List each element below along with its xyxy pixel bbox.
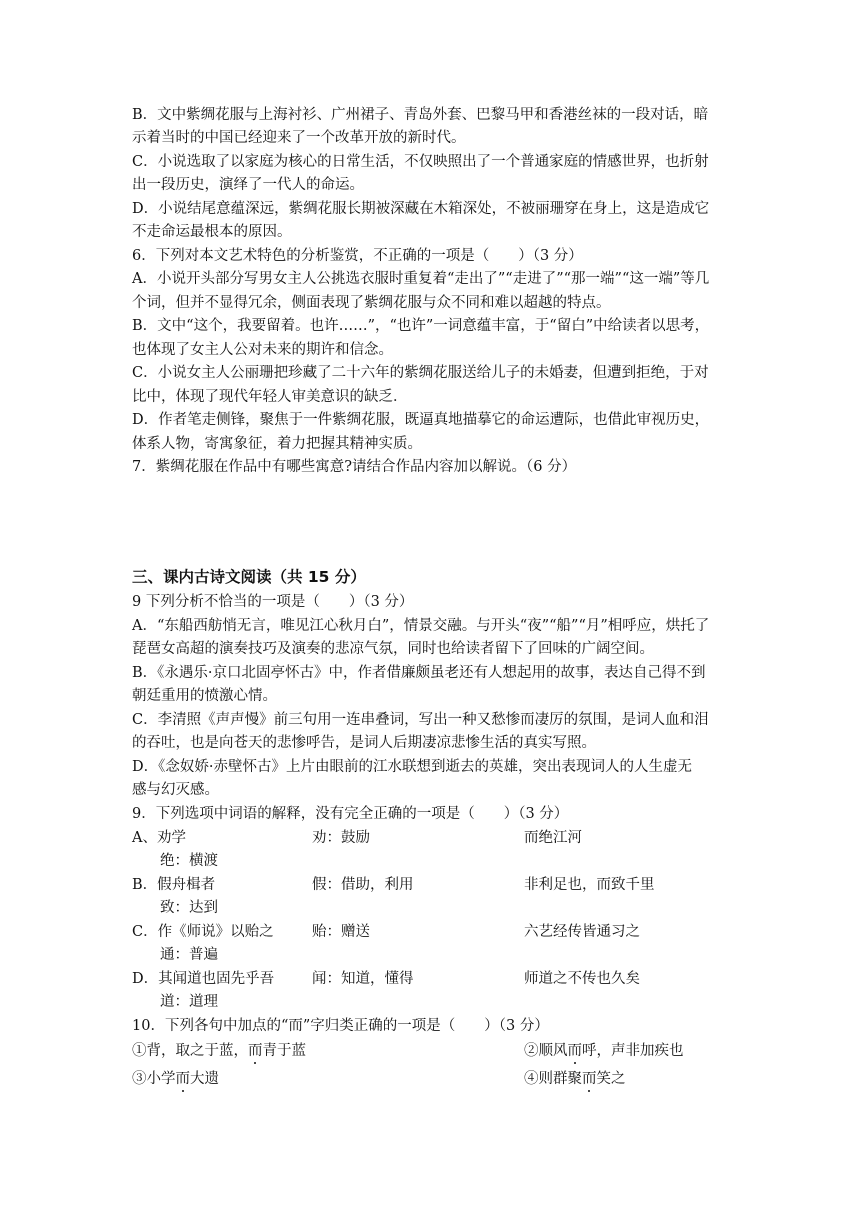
q10-item-1-pre: ①背，取之于蓝， [132, 1043, 248, 1059]
q6-option-d-line1: D．作者笔走侧锋，聚焦于一件紫绸花服，既逼真地描摹它的命运遭际，也借此审视历史， [132, 412, 710, 428]
q9b-row-b-gloss: 假：借助，利用 [312, 877, 414, 893]
q9b-row-c-gloss: 贻：赠送 [312, 924, 370, 940]
q6-option-b-line2: 也体现了女主人公对未来的期许和信念。 [132, 342, 393, 358]
q9b-stem: 9．下列选项中词语的解释，没有完全正确的一项是（ ）（3 分） [132, 806, 569, 822]
q10-item-4-dotted: 而 [582, 1071, 597, 1087]
q10-item-2-post: 呼，声非加疾也 [582, 1043, 684, 1059]
q5-option-d-line2: 不走命运最根本的原因。 [132, 224, 292, 240]
q9b-row-b-term: B．假舟楫者 [132, 877, 216, 893]
q7-stem: 7．紫绸花服在作品中有哪些寓意?请结合作品内容加以解说。（6 分） [132, 459, 577, 475]
q10-item-1 [132, 1041, 306, 1061]
q9a-option-b-line2: 朝廷重用的愤激心情。 [132, 688, 277, 704]
q6-option-c-line1: C．小说女主人公丽珊把珍藏了二十六年的紫绸花服送给儿子的未婚妻，但遭到拒绝，于对 [132, 365, 709, 381]
q6-option-a-line2: 个词，但并不显得冗余，侧面表现了紫绸花服与众不同和难以超越的特点。 [132, 295, 611, 311]
q10-item-3-dotted: 而 [175, 1071, 190, 1087]
q5-option-b-line2: 示着当时的中国已经迎来了一个改革开放的新时代。 [132, 130, 466, 146]
q9b-row-d-phrase: 师道之不传也久矣 [524, 971, 640, 987]
q10-item-4-post: 笑之 [596, 1071, 626, 1087]
q6-option-b-line1: B．文中“这个，我要留着。也许……”，“也许”一词意蕴丰富，于“留白”中给读者以思考， [132, 318, 710, 334]
q9a-option-d-line2: 感与幻灭感。 [132, 782, 219, 798]
q10-item-3-pre: ③小学 [132, 1071, 176, 1087]
q9a-option-a-line1: A．“东船西舫悄无言，唯见江心秋月白”，情景交融。与开头“夜”“船”“月”相呼应，烘托了 [132, 618, 710, 634]
q5-option-c-line2: 出一段历史，演绎了一代人的命运。 [132, 177, 364, 193]
q10-item-2-dotted: 而 [567, 1043, 582, 1059]
q10-item-2 [524, 1041, 684, 1061]
q9b-row-b-phrase: 非利足也，而致千里 [524, 877, 655, 893]
q5-option-b-line1: B．文中紫绸花服与上海衬衫、广州裙子、青岛外套、巴黎马甲和香港丝袜的一段对话，暗 [132, 107, 709, 123]
q9b-row-a-gloss2: 绝：横渡 [160, 853, 218, 869]
q9a-option-c-line2: 的吞吐，也是向苍天的悲惨呼告，是词人后期凄凉悲惨生活的真实写照。 [132, 735, 596, 751]
q9b-row-c-term: C．作《师说》以贻之 [132, 924, 274, 940]
q5-option-c-line1: C．小说选取了以家庭为核心的日常生活，不仅映照出了一个普通家庭的情感世界，也折射 [132, 154, 709, 170]
q9b-row-b-gloss2: 致：达到 [160, 900, 218, 916]
q9b-row-a-gloss: 劝：鼓励 [312, 830, 370, 846]
q6-option-d-line2: 体系人物，寄寓象征，着力把握其精神实质。 [132, 436, 422, 452]
q9b-row-c-phrase: 六艺经传皆通习之 [524, 924, 640, 940]
q10-item-1-post: 青于蓝 [262, 1043, 306, 1059]
q9b-row-d-term: D．其闻道也固先乎吾 [132, 971, 275, 987]
q10-item-1-dotted: 而 [248, 1043, 263, 1059]
q10-item-2-pre: ②顺风 [524, 1043, 568, 1059]
q9a-option-b-line1: B．《永遇乐·京口北固亭怀古》中，作者借廉颇虽老还有人想起用的故事，表达自己得不到 [132, 665, 706, 681]
q6-option-a-line1: A．小说开头部分写男女主人公挑选衣服时重复着“走出了”“走进了”“那一端”“这一端”等几 [132, 271, 710, 287]
q9b-row-c-gloss2: 通：普遍 [160, 947, 218, 963]
q10-item-3-post: 大遗 [190, 1071, 219, 1087]
q5-option-d-line1: D．小说结尾意蕴深远，紫绸花服长期被深藏在木箱深处，不被丽珊穿在身上，这是造成它 [132, 201, 710, 217]
q9a-stem: 9 下列分析不恰当的一项是（ ）（3 分） [132, 594, 414, 610]
section-title: 三、课内古诗文阅读（共 15 分） [132, 568, 366, 586]
q9a-option-d-line1: D．《念奴娇·赤壁怀古》上片由眼前的江水联想到逝去的英雄，突出表现词人的人生虚无 [132, 759, 692, 775]
q9a-option-a-line2: 琵琶女高超的演奏技巧及演奏的悲凉气氛，同时也给读者留下了回味的广阔空间。 [132, 641, 654, 657]
q9b-row-a-term: A、劝学 [132, 830, 186, 846]
q10-item-4-pre: ④则群聚 [524, 1071, 582, 1087]
q9b-row-d-gloss: 闻：知道，懂得 [312, 971, 414, 987]
q9b-row-a-phrase: 而绝江河 [524, 830, 582, 846]
q9a-option-c-line1: C．李清照《声声慢》前三句用一连串叠词，写出一种又愁惨而凄厉的氛围，是词人血和泪 [132, 712, 709, 728]
q6-option-c-line2: 比中，体现了现代年轻人审美意识的缺乏． [132, 389, 408, 405]
q10-stem: 10．下列各句中加点的“而”字归类正确的一项是（ ）（3 分） [132, 1018, 549, 1034]
q9b-row-d-gloss2: 道：道理 [160, 994, 218, 1010]
q10-item-4 [524, 1069, 626, 1089]
q6-stem: 6．下列对本文艺术特色的分析鉴赏，不正确的一项是（ ）（3 分） [132, 248, 583, 264]
q10-item-3 [132, 1069, 219, 1089]
